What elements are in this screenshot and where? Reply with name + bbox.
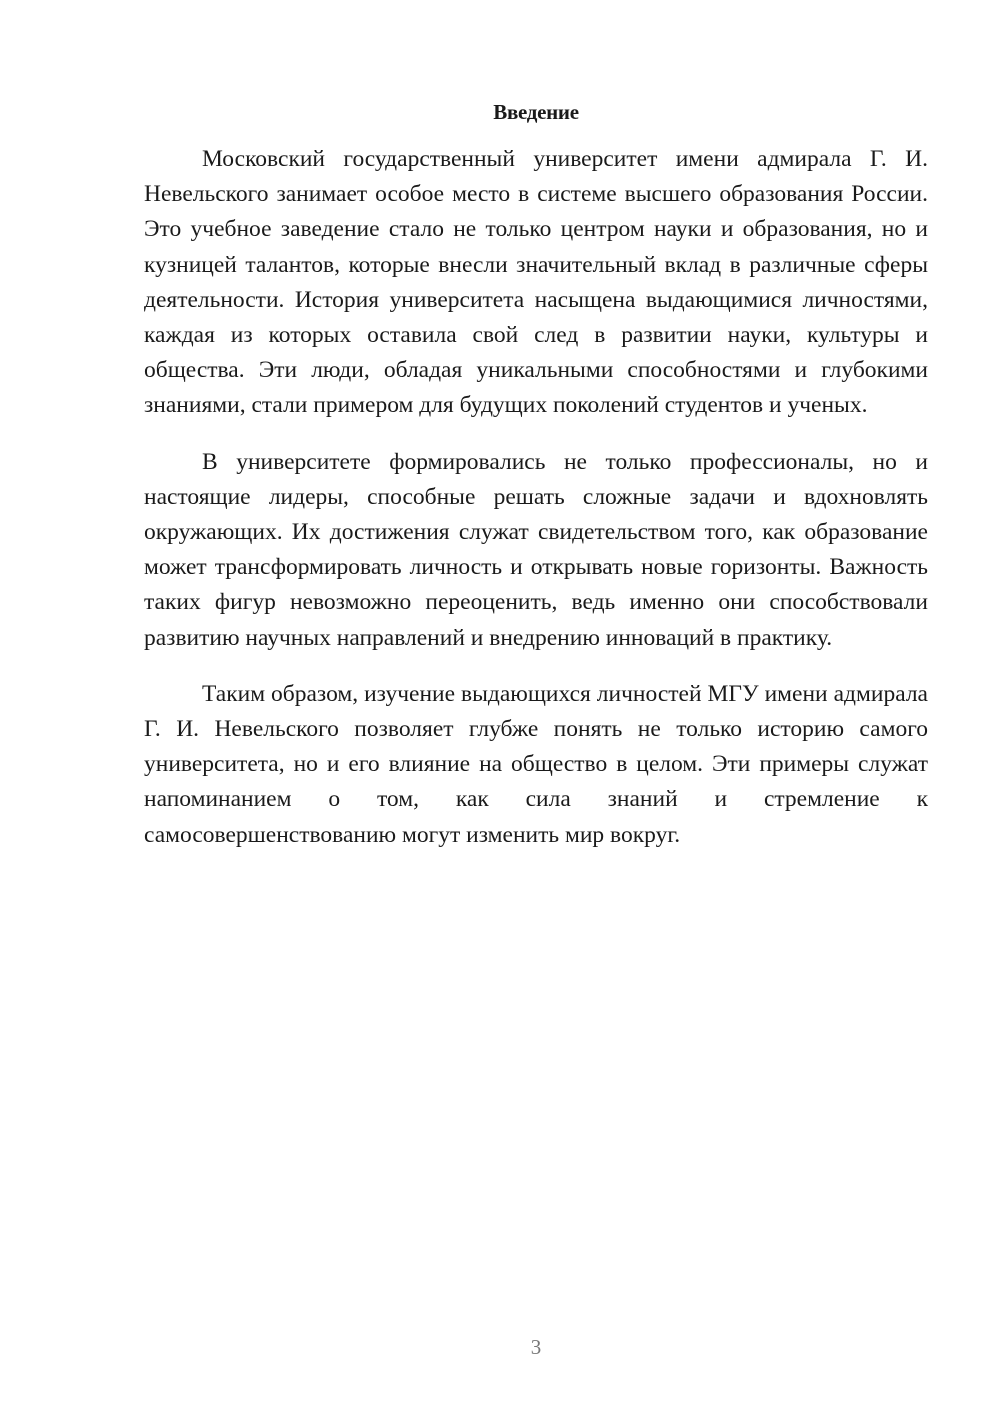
document-body bbox=[144, 142, 928, 853]
paragraph-3: Таким образом, изучение выдающихся личностей МГУ имени адмирала Г. И. Невельского позволяет глубже понять не только историю самого университета, но и его влияние на общество в целом. Эти примеры служат напоминанием о том, как сила знаний и стремление к самосовершенствованию могут изменить мир вокруг. bbox=[144, 680, 928, 848]
page-number: 3 bbox=[530, 1335, 542, 1359]
paragraph-1: Московский государственный университет имени адмирала Г. И. Невельского занимает особое место в системе высшего образования России. Это учебное заведение стало не только центром науки и образования, но и кузницей талантов, которые внесли значительный вклад в различные сферы деятельности. История университета насыщена выдающимися личностями, каждая из которых оставила свой след в развитии науки, культуры и общества. Эти люди, обладая уникальными способностями и глубокими знаниями, стали примером для будущих поколений студентов и ученых. bbox=[144, 146, 928, 419]
paragraph-2: В университете формировались не только профессионалы, но и настоящие лидеры, способные решать сложные задачи и вдохновлять окружающих. Их достижения служат свидетельством того, как образование может трансформировать личность и открывать новые горизонты. Важность таких фигур невозможно переоценить, ведь именно они способствовали развитию научных направлений и внедрению инноваций в практику. bbox=[144, 448, 928, 651]
section-heading: Введение bbox=[493, 100, 579, 124]
